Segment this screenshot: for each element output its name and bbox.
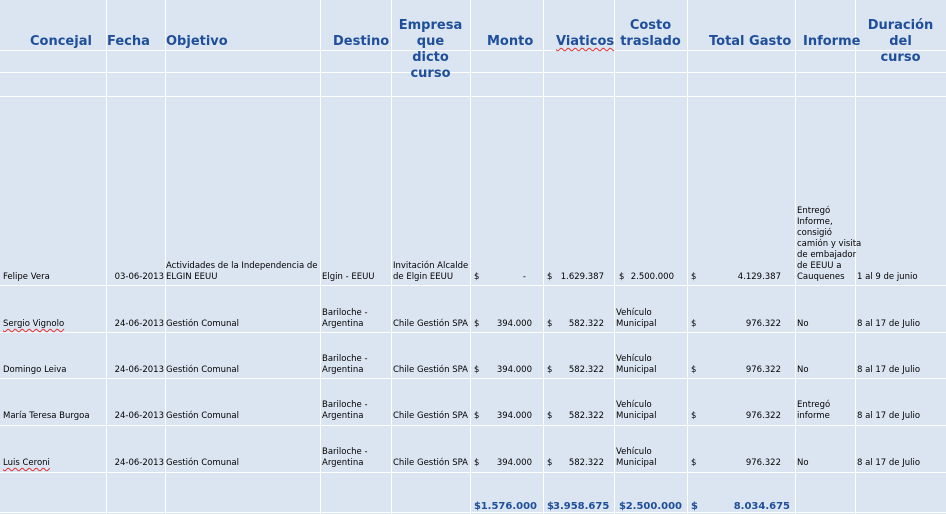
cell-destino[interactable] (322, 354, 368, 376)
cell-line: Elgin - EEUU (322, 272, 375, 282)
cell-empresa[interactable] (393, 365, 468, 376)
cell-total[interactable]: 4.129.387 (737, 272, 781, 282)
total-gasto[interactable]: 8.034.675 (733, 501, 790, 512)
cell-line: Entregó (797, 206, 831, 216)
cell-costo[interactable] (616, 400, 656, 422)
cell-line: No (797, 458, 809, 468)
cell-viaticos[interactable]: 582.322 (568, 365, 604, 375)
grid-line (543, 0, 544, 514)
header-objetivo[interactable]: Objetivo (166, 34, 228, 49)
cell-monto[interactable]: 394.000 (496, 411, 532, 421)
cell-informe[interactable] (797, 458, 809, 469)
cell-line: Bariloche - (322, 354, 368, 364)
cell-informe[interactable] (797, 365, 809, 376)
cell-viaticos[interactable]: 582.322 (568, 411, 604, 421)
cell-fecha[interactable]: 03-06-2013 (114, 272, 164, 282)
cell-fecha[interactable]: 24-06-2013 (114, 365, 164, 375)
cell-concejal[interactable] (3, 319, 64, 330)
cell-monto[interactable]: - (522, 272, 526, 282)
cell-line: ELGIN EEUU (166, 272, 218, 282)
header-duracion-line: Duración del (867, 18, 934, 49)
cell-duracion[interactable]: 8 al 17 de Julio (857, 458, 921, 468)
cell-viaticos-currency: $ (547, 458, 553, 468)
cell-monto[interactable]: 394.000 (496, 458, 532, 468)
grid-line (795, 0, 796, 514)
cell-monto[interactable]: 394.000 (496, 319, 532, 329)
cell-destino[interactable] (322, 272, 375, 283)
total-monto[interactable]: 1.576.000 (480, 501, 537, 512)
cell-objetivo[interactable] (166, 458, 239, 469)
cell-viaticos[interactable]: 1.629.387 (560, 272, 604, 282)
cell-line: Vehículo (616, 354, 652, 364)
cell-total-currency: $ (691, 458, 697, 468)
cell-total-currency: $ (691, 365, 697, 375)
cell-duracion[interactable]: 1 al 9 de junio (857, 272, 918, 282)
cell-line: Gestión Comunal (166, 458, 239, 468)
cell-line: Argentina (322, 319, 364, 329)
cell-empresa[interactable] (393, 411, 468, 422)
cell-line: consigió (797, 228, 833, 238)
grid-line (320, 0, 321, 514)
grid-line (0, 425, 946, 426)
header-informe[interactable]: Informe (803, 34, 861, 49)
cell-monto-currency: $ (474, 458, 480, 468)
cell-concejal[interactable] (3, 365, 67, 376)
cell-viaticos[interactable]: 582.322 (568, 319, 604, 329)
cell-line: Gestión Comunal (166, 365, 239, 375)
cell-line: Bariloche - (322, 308, 368, 318)
header-empresa-line: Empresa que (398, 18, 463, 49)
cell-line: Municipal (616, 411, 657, 421)
cell-concejal[interactable] (3, 411, 90, 422)
cell-informe[interactable] (797, 319, 809, 330)
cell-line: Bariloche - (322, 447, 368, 457)
cell-duracion[interactable]: 8 al 17 de Julio (857, 365, 921, 375)
cell-total-currency: $ (691, 411, 697, 421)
grid-line (0, 72, 946, 73)
cell-total-currency: $ (691, 319, 697, 329)
cell-line: Municipal (616, 365, 657, 375)
cell-line: Argentina (322, 365, 364, 375)
total-viaticos-currency: $ (547, 501, 554, 512)
cell-total[interactable]: 976.322 (745, 319, 781, 329)
cell-concejal-text: Felipe Vera (3, 272, 50, 282)
cell-line: Chile Gestión SPA (393, 458, 468, 468)
cell-line: Chile Gestión SPA (393, 319, 468, 329)
cell-line: Vehículo (616, 447, 652, 457)
cell-line: Argentina (322, 411, 364, 421)
grid-line (0, 285, 946, 286)
cell-viaticos-currency: $ (547, 411, 553, 421)
header-monto[interactable]: Monto (487, 34, 534, 49)
grid-line (0, 472, 946, 473)
header-concejal[interactable]: Concejal (30, 34, 92, 49)
cell-empresa[interactable] (393, 319, 468, 330)
header-duracion-line: curso (880, 50, 921, 65)
cell-monto-currency: $ (474, 272, 480, 282)
cell-line: No (797, 365, 809, 375)
cell-costo[interactable]: 2.500.000 (630, 272, 674, 282)
cell-concejal-text: María Teresa Burgoa (3, 411, 90, 421)
cell-viaticos[interactable]: 582.322 (568, 458, 604, 468)
cell-line: Actividades de la Independencia de (166, 261, 318, 271)
cell-objetivo[interactable] (166, 261, 318, 283)
cell-concejal-text: Domingo Leiva (3, 365, 67, 375)
cell-costo[interactable] (616, 308, 656, 330)
cell-objetivo[interactable] (166, 365, 239, 376)
total-costo[interactable]: 2.500.000 (625, 501, 682, 512)
grid-line (0, 378, 946, 379)
cell-line: Invitación Alcalde (393, 261, 469, 271)
cell-informe[interactable] (797, 400, 830, 422)
cell-line: de EEUU a (797, 261, 842, 271)
cell-informe[interactable] (797, 206, 861, 283)
cell-line: Bariloche - (322, 400, 368, 410)
cell-costo[interactable] (616, 447, 656, 469)
cell-empresa[interactable] (393, 458, 468, 469)
cell-monto-currency: $ (474, 319, 480, 329)
grid-line (165, 0, 166, 514)
header-destino[interactable]: Destino (333, 34, 390, 49)
cell-objetivo[interactable] (166, 411, 239, 422)
cell-monto-currency: $ (474, 411, 480, 421)
cell-total[interactable]: 976.322 (745, 411, 781, 421)
cell-objetivo[interactable] (166, 319, 239, 330)
header-costo-line: traslado (620, 34, 681, 49)
grid-line (687, 0, 688, 514)
grid-line (470, 0, 471, 514)
cell-costo-currency: $ (619, 272, 625, 282)
cell-viaticos-currency: $ (547, 365, 553, 375)
cell-total[interactable]: 976.322 (745, 365, 781, 375)
grid-line (614, 0, 615, 514)
cell-line: Vehículo (616, 400, 652, 410)
cell-duracion[interactable]: 8 al 17 de Julio (857, 411, 921, 421)
grid-line (106, 0, 107, 514)
header-empresa[interactable] (391, 18, 470, 82)
cell-line: camión y visita (797, 239, 862, 249)
cell-line: Entregó (797, 400, 831, 410)
header-viaticos[interactable] (556, 34, 614, 50)
total-monto-currency: $ (474, 501, 481, 512)
header-viaticos-label: Viaticos (556, 34, 615, 49)
header-duracion[interactable] (855, 18, 946, 66)
grid-line (0, 50, 946, 51)
cell-duracion[interactable]: 8 al 17 de Julio (857, 319, 921, 329)
grid-line (0, 96, 946, 97)
cell-costo[interactable] (616, 354, 656, 376)
cell-line: Vehículo (616, 308, 652, 318)
total-viaticos[interactable]: 3.958.675 (553, 501, 610, 512)
cell-fecha[interactable]: 24-06-2013 (114, 458, 164, 468)
cell-fecha[interactable]: 24-06-2013 (114, 411, 164, 421)
cell-concejal[interactable] (3, 272, 50, 283)
header-fecha[interactable]: Fecha (107, 34, 150, 49)
cell-fecha[interactable]: 24-06-2013 (114, 319, 164, 329)
cell-concejal-text: Luis Ceroni (3, 458, 50, 468)
cell-line: No (797, 319, 809, 329)
cell-line: informe (797, 411, 830, 421)
cell-line: Argentina (322, 458, 364, 468)
cell-line: Cauquenes (797, 272, 845, 282)
cell-line: Gestión Comunal (166, 411, 239, 421)
cell-destino[interactable] (322, 447, 368, 469)
header-costo-line: Costo (629, 18, 672, 33)
cell-line: Chile Gestión SPA (393, 365, 468, 375)
cell-viaticos-currency: $ (547, 272, 553, 282)
cell-empresa[interactable] (393, 261, 468, 283)
cell-line: de embajador (797, 250, 857, 260)
total-gasto-currency: $ (691, 501, 698, 512)
cell-monto-currency: $ (474, 365, 480, 375)
grid-line (0, 512, 946, 513)
cell-line: Municipal (616, 319, 657, 329)
cell-line: Gestión Comunal (166, 319, 239, 329)
cell-line: Informe, (797, 217, 833, 227)
total-costo-currency: $ (619, 501, 626, 512)
cell-total[interactable]: 976.322 (745, 458, 781, 468)
cell-total-currency: $ (691, 272, 697, 282)
cell-concejal[interactable] (3, 458, 50, 469)
cell-destino[interactable] (322, 308, 368, 330)
header-total[interactable]: Total Gasto (709, 34, 792, 49)
cell-line: Chile Gestión SPA (393, 411, 468, 421)
grid-line (0, 332, 946, 333)
cell-viaticos-currency: $ (547, 319, 553, 329)
header-costo[interactable] (614, 18, 687, 50)
cell-destino[interactable] (322, 400, 368, 422)
cell-line: Municipal (616, 458, 657, 468)
header-empresa-line: dicto curso (410, 50, 451, 81)
cell-concejal-text: Sergio Vignolo (3, 319, 65, 329)
cell-monto[interactable]: 394.000 (496, 365, 532, 375)
cell-line: de Elgin EEUU (393, 272, 454, 282)
